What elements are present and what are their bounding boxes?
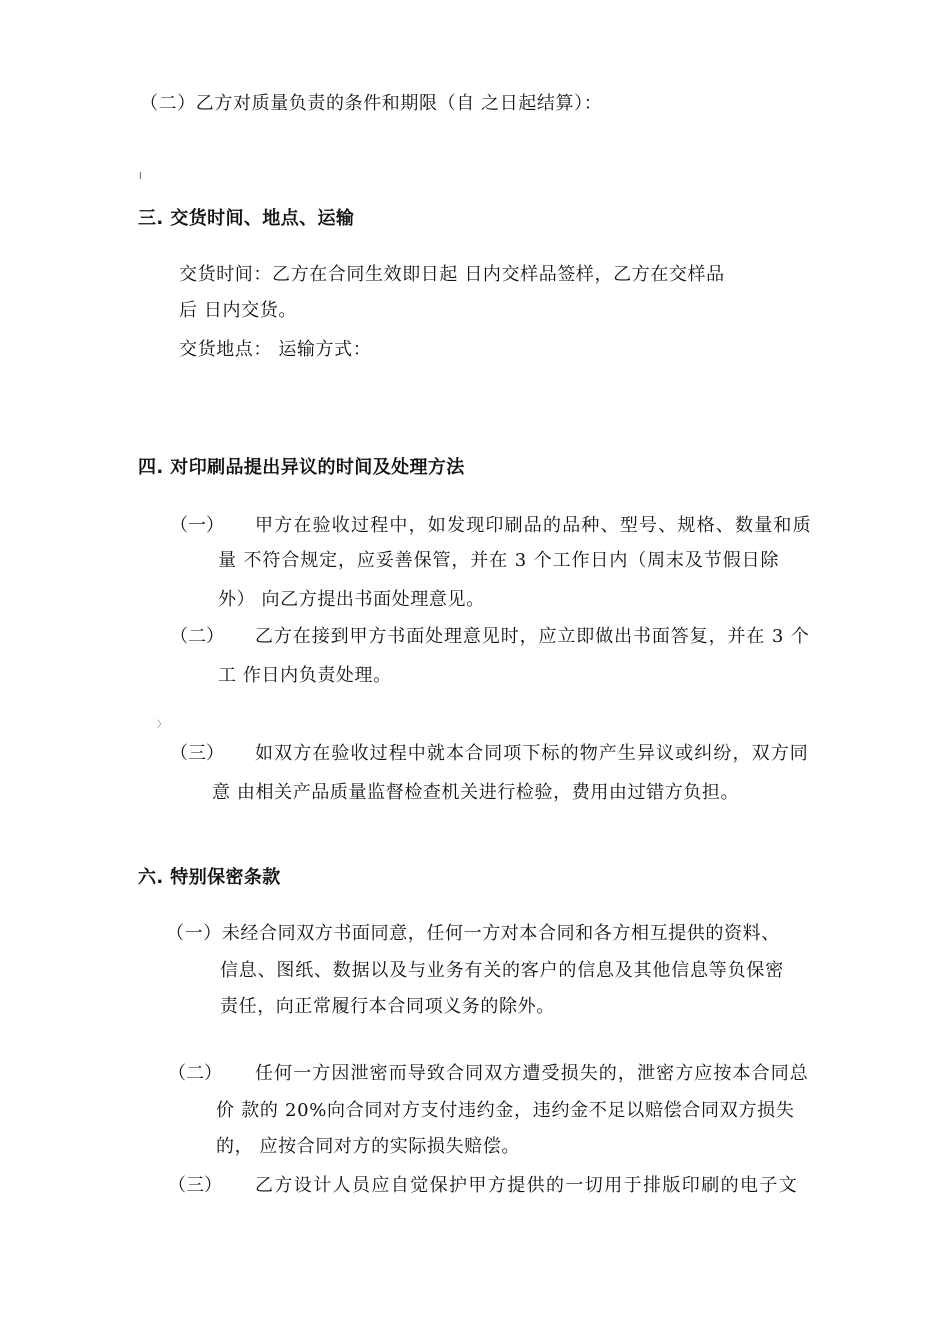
section4-item1-number: （一） [170, 515, 224, 536]
section3-line3: 交货地点： 运输方式： [179, 339, 372, 360]
section4-item2-number: （二） [170, 626, 224, 647]
section6-item1-line1: （一）未经合同双方书面同意，任何一方对本合同和各方相互提供的资料、 [166, 923, 780, 944]
section4-item1-line2: 量 不符合规定，应妥善保管，并在 3 个工作日内（周末及节假日除 [218, 550, 780, 571]
section2-intro-line: （二）乙方对质量负责的条件和期限（自 之日起结算）： [140, 93, 603, 114]
section6-item2-number: （二） [168, 1063, 222, 1084]
section6-item2-line1: 任何一方因泄密而导致合同双方遭受损失的，泄密方应按本合同总 [255, 1063, 809, 1084]
section4-item2-line1: 乙方在接到甲方书面处理意见时，应立即做出书面答复，并在 3 个 [255, 626, 810, 647]
section3-line2: 后 日内交货。 [179, 300, 297, 321]
section4-item3-line2: 意 由相关产品质量监督检查机关进行检验，费用由过错方负担。 [212, 782, 740, 803]
section6-item1-line2: 信息、图纸、数据以及与业务有关的客户的信息及其他信息等负保密 [220, 960, 784, 981]
section6-item3-number: （三） [168, 1175, 222, 1196]
margin-mark: ǀ [139, 172, 142, 182]
section4-item2-line2: 工 作日内负责处理。 [218, 665, 392, 686]
section6-item1-line3: 责任，向正常履行本合同项义务的除外。 [220, 996, 555, 1017]
section6-item2-line3: 的， 应按合同对方的实际损失赔偿。 [216, 1136, 520, 1157]
margin-mark: 〉 [157, 720, 167, 730]
section6-item2-line2: 价 款的 20%向合同对方支付违约金，违约金不足以赔偿合同双方损失 [216, 1100, 795, 1121]
section6-heading: 六. 特别保密条款 [138, 867, 281, 888]
section4-item1-line1: 甲方在验收过程中，如发现印刷品的品种、型号、规格、数量和质 [255, 515, 812, 536]
section4-item1-line3: 外） 向乙方提出书面处理意见。 [218, 589, 485, 610]
section6-item3-line1: 乙方设计人员应自觉保护甲方提供的一切用于排版印刷的电子文 [255, 1175, 799, 1196]
section4-item3-number: （三） [170, 743, 224, 764]
section3-line1: 交货时间：乙方在合同生效即日起 日内交样品签样，乙方在交样品 [179, 264, 725, 285]
section3-heading: 三. 交货时间、地点、运输 [138, 208, 355, 229]
section4-heading: 四. 对印刷品提出异议的时间及处理方法 [138, 457, 465, 478]
section4-item3-line1: 如双方在验收过程中就本合同项下标的物产生异议或纠纷，双方同 [255, 743, 809, 764]
